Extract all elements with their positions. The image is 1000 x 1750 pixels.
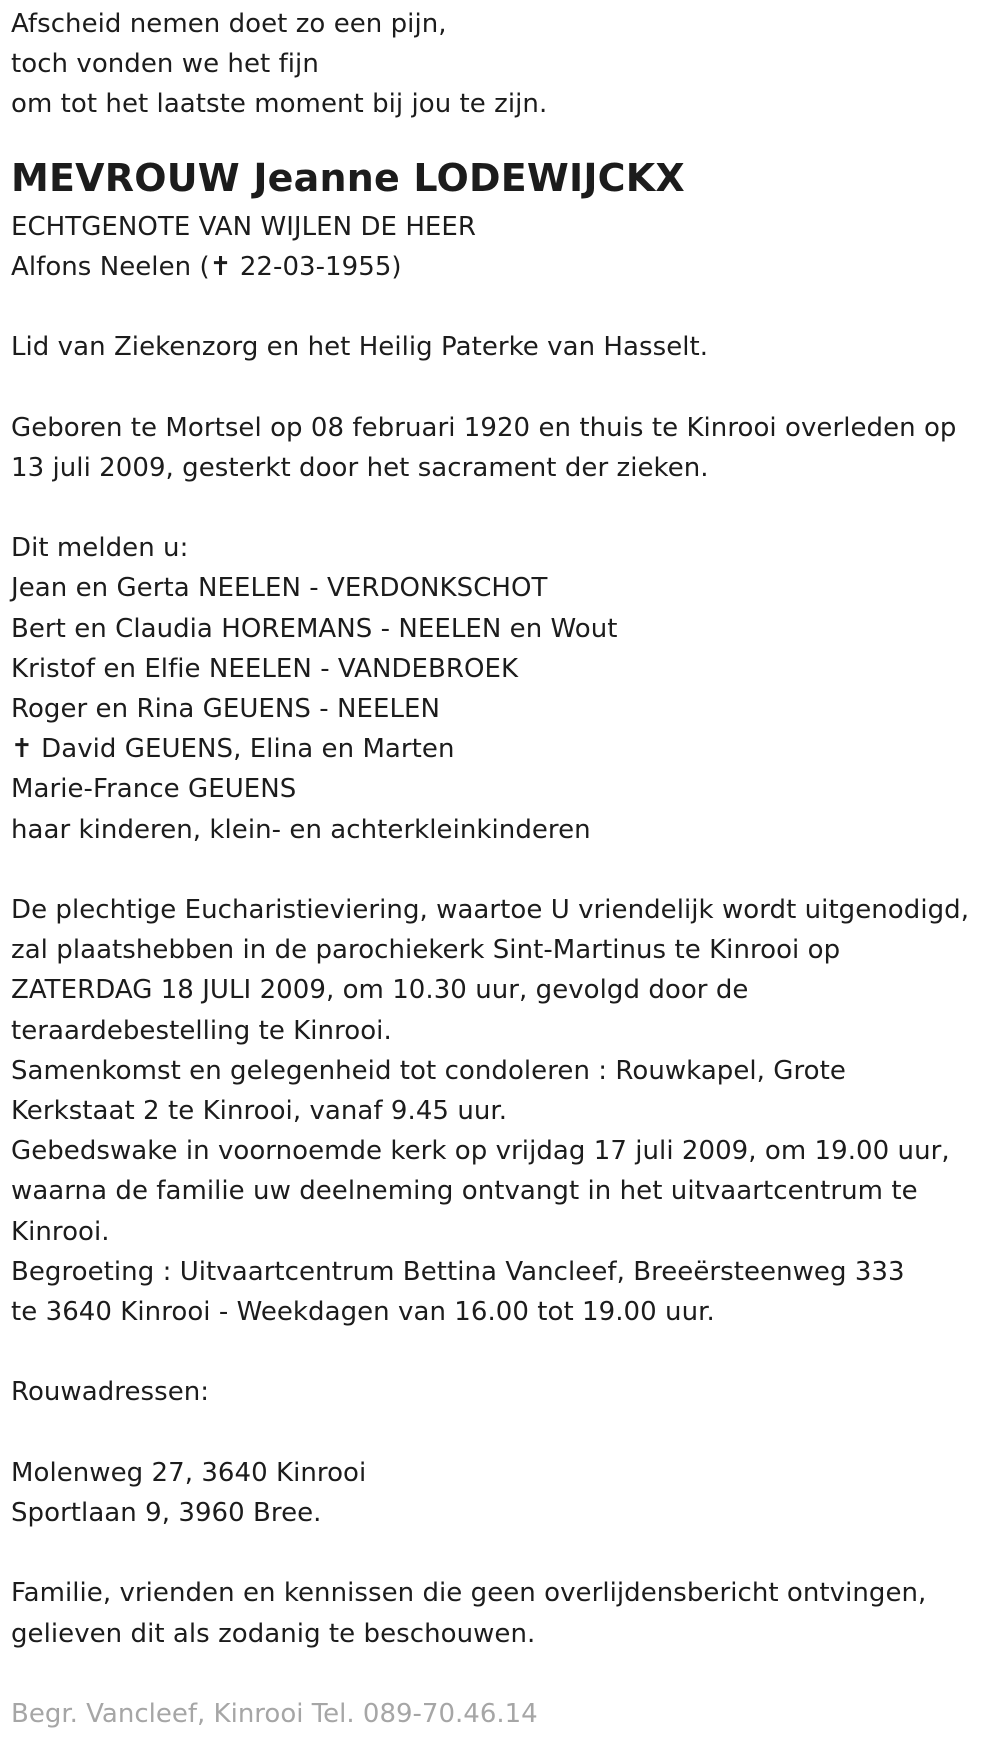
ceremony-line: De plechtige Eucharistieviering, waartoe U vriendelijk wordt uitgenodigd, bbox=[11, 895, 970, 925]
ceremony-line: ZATERDAG 18 JULI 2009, om 10.30 uur, gevolgd door de bbox=[11, 975, 749, 1006]
announcers bbox=[11, 528, 996, 850]
poem-line: toch vonden we het fijn bbox=[11, 49, 319, 80]
ceremony-line: Begroeting : Uitvaartcentrum Bettina Vancleef, Breeërsteenweg 333 bbox=[11, 1256, 905, 1287]
poem-line: Afscheid nemen doet zo een pijn, bbox=[11, 9, 447, 39]
notice-line: Familie, vrienden en kennissen die geen overlijdensbericht ontvingen, bbox=[11, 1578, 927, 1609]
addresses-heading: Rouwadressen: bbox=[11, 1377, 210, 1408]
ceremony-line: Samenkomst en gelegenheid tot condoleren : Rouwkapel, Grote bbox=[11, 1055, 846, 1086]
obituary-notice bbox=[11, 4, 996, 1734]
spouse-death-date: 22-03-1955) bbox=[231, 251, 402, 282]
ceremony-line: Kerkstaat 2 te Kinrooi, vanaf 9.45 uur. bbox=[11, 1096, 508, 1127]
spouse-line: ECHTGENOTE VAN WIJLEN DE HEER bbox=[11, 211, 477, 242]
cross-icon: ✝ bbox=[209, 251, 232, 282]
ceremony-line: zal plaatshebben in de parochiekerk Sint-Martinus te Kinrooi op bbox=[11, 935, 841, 966]
family-line: Marie-France GEUENS bbox=[11, 774, 297, 805]
family-line-deceased bbox=[11, 729, 996, 769]
ceremony-line: waarna de familie uw deelneming ontvangt in het uitvaartcentrum te bbox=[11, 1176, 918, 1207]
family-line: Jean en Gerta NEELEN - VERDONKSCHOT bbox=[11, 573, 548, 604]
addresses-list bbox=[11, 1453, 996, 1533]
poem-line: om tot het laatste moment bij jou te zijn. bbox=[11, 89, 548, 120]
family-line: Kristof en Elfie NEELEN - VANDEBROEK bbox=[11, 653, 519, 684]
announcers-closing: haar kinderen, klein- en achterkleinkinderen bbox=[11, 814, 591, 845]
deceased-name: MEVROUW Jeanne LODEWIJCKX bbox=[11, 155, 685, 200]
notice-line: gelieven dit als zodanig te beschouwen. bbox=[11, 1618, 536, 1649]
ceremony-line: Kinrooi. bbox=[11, 1216, 110, 1247]
birth-death-line: Geboren te Mortsel op 08 februari 1920 en thuis te Kinrooi overleden op bbox=[11, 412, 957, 443]
ceremony-line: te 3640 Kinrooi - Weekdagen van 16.00 tot 19.00 uur. bbox=[11, 1297, 715, 1328]
family-line: Roger en Rina GEUENS - NEELEN bbox=[11, 694, 440, 724]
spouse-name: Alfons Neelen ( bbox=[11, 251, 210, 282]
address-item: Sportlaan 9, 3960 Bree. bbox=[11, 1498, 322, 1529]
announcers-intro: Dit melden u: bbox=[11, 533, 189, 564]
birth-death-line: 13 juli 2009, gesterkt door het sacrament der zieken. bbox=[11, 452, 709, 483]
ceremony-paragraph bbox=[11, 890, 996, 1332]
membership: Lid van Ziekenzorg en het Heilig Paterke van Hasselt. bbox=[11, 332, 709, 363]
ceremony-line: Gebedswake in voornoemde kerk op vrijdag 17 juli 2009, om 19.00 uur, bbox=[11, 1136, 950, 1167]
poem bbox=[11, 4, 996, 125]
ceremony-line: teraardebestelling te Kinrooi. bbox=[11, 1015, 392, 1046]
family-line: Bert en Claudia HOREMANS - NEELEN en Wout bbox=[11, 613, 618, 644]
birth-death-paragraph bbox=[11, 408, 996, 488]
family-line-text: David GEUENS, Elina en Marten bbox=[32, 734, 455, 765]
funeral-director-footer: Begr. Vancleef, Kinrooi Tel. 089-70.46.14 bbox=[11, 1699, 538, 1729]
spouse-name-line bbox=[11, 247, 996, 287]
address-item: Molenweg 27, 3640 Kinrooi bbox=[11, 1457, 367, 1488]
cross-icon: ✝ bbox=[11, 734, 33, 765]
notice-paragraph bbox=[11, 1573, 996, 1653]
